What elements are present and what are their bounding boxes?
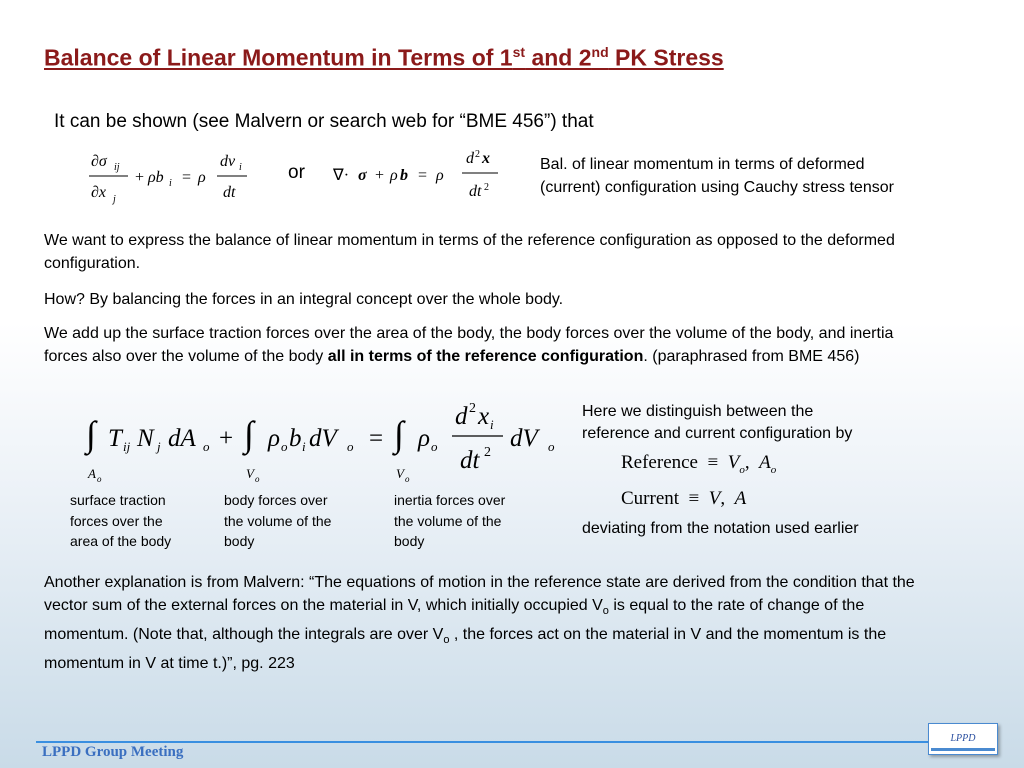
svg-text:∫: ∫: [86, 414, 96, 454]
cauchy-note-line: Bal. of linear momentum in terms of deformed: [540, 156, 865, 173]
svg-text:i: i: [490, 417, 494, 432]
svg-text:+: +: [219, 425, 234, 452]
svg-text:σ: σ: [358, 167, 367, 184]
svg-text:j: j: [113, 194, 116, 205]
svg-text:+: +: [135, 169, 145, 186]
svg-text:dt: dt: [460, 447, 480, 474]
svg-text:dv: dv: [220, 153, 236, 170]
svg-text:2: 2: [469, 401, 476, 416]
svg-text:ρ: ρ: [198, 169, 206, 186]
svg-text:b: b: [289, 425, 302, 452]
svg-text:2: 2: [475, 149, 480, 160]
svg-text:N: N: [137, 425, 154, 452]
svg-text:o: o: [548, 439, 555, 454]
svg-text:dt: dt: [469, 183, 482, 200]
lppd-logo: LPPD: [928, 723, 998, 755]
svg-text:∫: ∫: [244, 414, 254, 454]
paragraph-forces: We add up the surface traction forces over the area of the body, the body forces over the volume of the body, and inertia forces also over the volume of the body all in terms of the reference configuration. (paraphrased from BME 456): [44, 325, 894, 365]
paragraph-reference-config: We want to express the balance of linear momentum in terms of the reference configuration as opposed to the deformed configuration.: [44, 232, 895, 272]
svg-text:d: d: [466, 150, 474, 167]
svg-text:x: x: [482, 150, 490, 167]
svg-text:ij: ij: [123, 439, 131, 454]
svg-text:o: o: [203, 439, 210, 454]
svg-text:=: =: [182, 169, 192, 186]
svg-text:dt: dt: [223, 184, 236, 201]
svg-text:d: d: [455, 403, 468, 430]
inertia-forces-label: inertia forces over the volume of the body: [394, 492, 506, 549]
paragraph-how: How? By balancing the forces in an integral concept over the whole body.: [44, 291, 564, 308]
svg-text:o: o: [405, 474, 410, 484]
footer-text: LPPD Group Meeting: [42, 744, 184, 760]
deviating-note: deviating from the notation used earlier: [582, 520, 859, 537]
svg-text:dA: dA: [168, 425, 196, 452]
svg-text:ρ: ρ: [418, 425, 430, 452]
svg-text:b: b: [400, 167, 408, 184]
intro-text: It can be shown (see Malvern or search web for “BME 456”) that: [54, 111, 594, 132]
svg-text:∂σ: ∂σ: [91, 153, 107, 170]
footer-divider: [36, 741, 936, 743]
or-label: or: [288, 162, 305, 183]
svg-text:x: x: [478, 403, 490, 430]
cauchy-index-equation: [85, 148, 260, 210]
svg-text:∫: ∫: [394, 414, 404, 454]
svg-text:j: j: [157, 439, 161, 454]
svg-text:dV: dV: [309, 425, 337, 452]
svg-text:2: 2: [484, 182, 489, 193]
svg-text:V: V: [396, 466, 404, 481]
svg-text:ij: ij: [114, 162, 120, 173]
svg-text:dV: dV: [510, 425, 538, 452]
slide-title: Balance of Linear Momentum in Terms of 1st and 2nd PK Stress: [44, 44, 724, 71]
svg-text:i: i: [239, 162, 242, 173]
svg-text:V: V: [246, 466, 254, 481]
malvern-paragraph: Another explanation is from Malvern: “The equations of motion in the reference state are derived from the condition that the vector sum of the external forces on the material in V, which initially occupied $V_o$ is equal to the rate of change of the momentum. (Note that, although the integrals are over $V_o$ , the forces act on the material in V and the momentum is the momentum in V at time t.)”, pg. 223: [44, 574, 915, 673]
current-notation: Current ≡ V, A: [621, 488, 747, 509]
cauchy-note: [540, 153, 894, 199]
svg-text:ρ: ρ: [436, 167, 444, 184]
distinguish-note: Here we distinguish between the reference and current configuration by: [582, 403, 853, 442]
svg-text:ρb: ρb: [148, 169, 164, 186]
svg-text:o: o: [431, 439, 438, 454]
surface-traction-label: surface traction forces over the area of the body: [70, 492, 172, 549]
svg-text:=: =: [418, 167, 428, 184]
reference-notation: Reference ≡ $V_o$, $A_o$: [621, 452, 777, 476]
svg-text:i: i: [169, 178, 172, 189]
svg-text:i: i: [302, 439, 306, 454]
cauchy-vector-equation: [330, 146, 510, 208]
svg-text:+: +: [375, 167, 385, 184]
svg-text:o: o: [97, 474, 102, 484]
svg-text:A: A: [88, 466, 96, 481]
svg-text:=: =: [369, 425, 384, 452]
svg-text:ρ: ρ: [268, 425, 280, 452]
svg-text:T: T: [108, 425, 122, 452]
svg-text:ρ: ρ: [390, 167, 398, 184]
svg-text:2: 2: [484, 445, 491, 460]
cauchy-note-line: (current) configuration using Cauchy stress tensor: [540, 179, 894, 196]
body-forces-label: body forces over the volume of the body: [224, 492, 332, 549]
svg-text:o: o: [347, 439, 354, 454]
svg-text:∂x: ∂x: [91, 184, 107, 201]
svg-text:o: o: [281, 439, 288, 454]
svg-text:o: o: [255, 474, 260, 484]
svg-text:∇·: ∇·: [333, 167, 350, 184]
integral-balance-equation: [80, 394, 570, 490]
